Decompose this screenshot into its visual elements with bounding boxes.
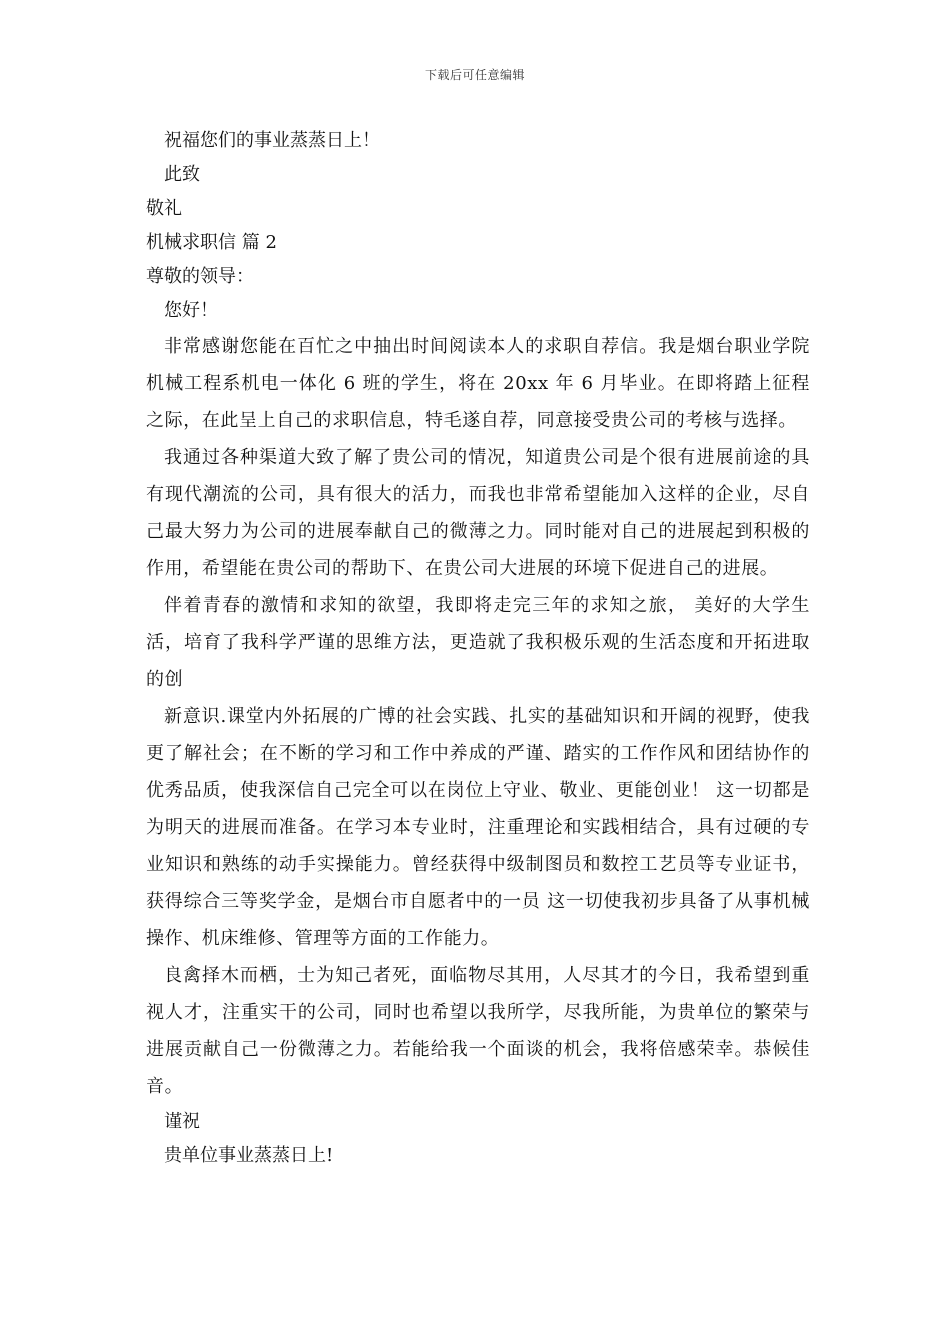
section-title: 机械求职信 篇 2: [146, 232, 277, 253]
letter-body: [146, 124, 810, 1173]
greeting-line: 您好！: [164, 300, 218, 321]
addressee-line: 尊敬的领导：: [146, 266, 254, 287]
paragraph-intro: 非常感谢您能在百忙之中抽出时间阅读本人的求职自荐信。我是烟台职业学院机械工程系机电一体化 6 班的学生，将在 20xx 年 6 月毕业。在即将踏上征程之际，在此呈上自己的求职信息，特毛遂自荐，同意接受贵公司的考核与选择。: [146, 336, 810, 431]
page-header: 下载后可任意编辑: [424, 68, 525, 82]
paragraph-university: 伴着青春的激情和求知的欲望，我即将走完三年的求知之旅， 美好的大学生活，培育了我科学严谨的思维方法，更造就了我积极乐观的生活态度和开拓进取的创: [146, 595, 810, 690]
closing-blessing: 贵单位事业蒸蒸日上!: [164, 1145, 334, 1166]
blessing-line: 祝福您们的事业蒸蒸日上！: [164, 130, 380, 151]
paragraph-skills: 新意识.课堂内外拓展的广博的社会实践、扎实的基础知识和开阔的视野，使我更了解社会；在不断的学习和工作中养成的严谨、踏实的工作作风和团结协作的优秀品质，使我深信自己完全可以在岗位上守业、敬业、更能创业！ 这一切都是为明天的进展而准备。在学习本专业时，注重理论和实践相结合，具有过硬的专业知识和熟练的动手实操能力。曾经获得中级制图员和数控工艺员等专业证书，获得综合三等奖学金，是烟台市自愿者中的一员 这一切使我初步具备了从事机械操作、机床维修、管理等方面的工作能力。: [146, 706, 810, 949]
regards-line: 敬礼: [146, 198, 182, 219]
paragraph-company: 我通过各种渠道大致了解了贵公司的情况，知道贵公司是个很有进展前途的具有现代潮流的公司，具有很大的活力，而我也非常希望能加入这样的企业，尽自己最大努力为公司的进展奉献自己的微薄之力。同时能对自己的进展起到积极的作用，希望能在贵公司的帮助下、在贵公司大进展的环境下促进自己的进展。: [146, 447, 810, 579]
paragraph-closing: 良禽择木而栖，士为知己者死，面临物尽其用，人尽其才的今日，我希望到重视人才，注重实干的公司，同时也希望以我所学，尽我所能，为贵单位的繁荣与进展贡献自己一份微薄之力。若能给我一个面谈的机会，我将倍感荣幸。恭候佳音。: [146, 965, 810, 1097]
salutation-line: 此致: [164, 164, 200, 185]
closing-wish: 谨祝: [164, 1111, 200, 1132]
